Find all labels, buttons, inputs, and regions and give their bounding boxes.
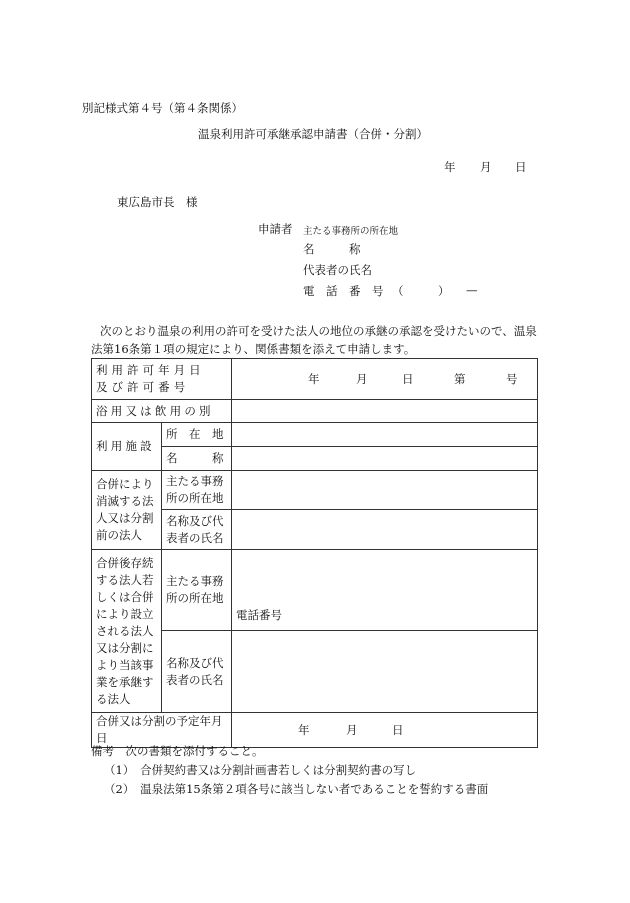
dissolved-name-value[interactable]	[232, 510, 538, 550]
name-rep-label-line: 名称及び代	[166, 655, 224, 670]
usage-value-cell[interactable]	[232, 400, 538, 423]
schedule-day-label: 日	[392, 722, 404, 737]
permit-day-label: 日	[402, 371, 414, 386]
successor-label-line: しくは合併	[96, 589, 154, 604]
schedule-year-label: 年	[298, 722, 310, 737]
form-title: 温泉利用許可承継承認申請書（合併・分割）	[198, 127, 428, 141]
successor-office-label	[162, 550, 232, 631]
applicant-rep-label: 代表者の氏名	[303, 263, 372, 277]
notes-heading: 備考 次の書類を添付すること。	[91, 744, 264, 758]
schedule-month-label: 月	[346, 722, 358, 737]
application-table	[91, 358, 538, 748]
name-rep-label-line: 表者の氏名	[166, 530, 224, 545]
successor-label-line: 合併後存続	[96, 555, 154, 570]
successor-phone-label: 電話番号	[236, 608, 282, 622]
successor-label-line: より当該事	[96, 657, 154, 672]
facility-label: 利用施設	[92, 423, 162, 471]
schedule-value-cell[interactable]	[232, 713, 538, 748]
dissolved-office-row	[92, 471, 538, 510]
permit-value-cell[interactable]	[232, 359, 538, 400]
applicant-name-label: 名 称	[303, 242, 361, 256]
successor-name-value[interactable]	[232, 631, 538, 713]
facility-location-row	[92, 423, 538, 447]
date-year-label: 年	[444, 160, 456, 174]
dissolved-label-line: 人又は分割	[96, 511, 154, 525]
successor-label-cell	[92, 550, 162, 713]
applicant-phone-dash: —	[466, 283, 478, 297]
successor-label-line: 又は分割に	[96, 640, 154, 655]
facility-name-label: 名 称	[162, 447, 232, 471]
dissolved-office-value[interactable]	[232, 471, 538, 510]
form-id: 別記様式第４号（第４条関係）	[82, 101, 243, 115]
office-label-line: 所の所在地	[166, 491, 224, 505]
facility-name-value[interactable]	[232, 447, 538, 471]
addressee: 東広島市長 様	[117, 195, 198, 209]
permit-row	[92, 359, 538, 400]
usage-row	[92, 400, 538, 423]
notes-item-1: （1） 合併契約書又は分割計画書若しくは分割契約書の写し	[104, 763, 417, 777]
notes-item-2: （2） 温泉法第15条第２項各号に該当しない者であることを誓約する書面	[104, 782, 489, 796]
dissolved-office-label	[162, 471, 232, 510]
office-label-line: 所の所在地	[166, 591, 224, 605]
name-rep-label-line: 名称及び代	[166, 513, 224, 528]
body-text-line2: 法第16条第１項の規定により、関係書類を添えて申請します。	[91, 342, 416, 356]
permit-label-line1: 利用許可年月日	[96, 363, 205, 377]
successor-label-line: る法人	[96, 691, 131, 706]
facility-location-value[interactable]	[232, 423, 538, 447]
permit-month-label: 月	[356, 371, 368, 386]
applicant-label: 申請者	[258, 222, 293, 236]
usage-label: 浴用又は飲用の別	[92, 400, 232, 423]
dissolved-label-line: 消滅する法	[96, 494, 154, 508]
date-day-label: 日	[515, 160, 527, 174]
office-label-line: 主たる事務	[166, 474, 224, 488]
facility-location-label: 所 在 地	[162, 423, 232, 447]
permit-no-label: 第	[454, 371, 466, 386]
permit-label-line2: 及び許可番号	[96, 380, 190, 394]
dissolved-label-line: 合併により	[96, 477, 154, 491]
schedule-label: 合併又は分割の予定年月日	[92, 713, 232, 748]
permit-go-label: 号	[506, 371, 518, 386]
permit-label-cell	[92, 359, 232, 400]
successor-label-line: により設立	[96, 606, 154, 621]
date-month-label: 月	[480, 160, 492, 174]
dissolved-name-label	[162, 510, 232, 550]
successor-office-row	[92, 550, 538, 631]
dissolved-label-cell	[92, 471, 162, 550]
permit-year-label: 年	[308, 371, 320, 386]
name-rep-label-line: 表者の氏名	[166, 672, 224, 687]
dissolved-label-line: 前の法人	[96, 528, 142, 542]
successor-label-line: 業を承継す	[96, 674, 154, 689]
successor-office-value[interactable]	[232, 550, 538, 631]
successor-label-line: する法人若	[96, 572, 154, 587]
successor-name-label	[162, 631, 232, 713]
applicant-phone-paren: （ ）	[392, 284, 450, 298]
successor-label-line: される法人	[96, 623, 154, 638]
applicant-office-label: 主たる事務所の所在地	[303, 226, 399, 237]
body-text-line1: 次のとおり温泉の利用の許可を受けた法人の地位の承継の承認を受けたいので、温泉	[100, 324, 537, 338]
office-label-line: 主たる事務	[166, 574, 224, 588]
applicant-phone-label: 電 話 番 号	[303, 284, 384, 298]
